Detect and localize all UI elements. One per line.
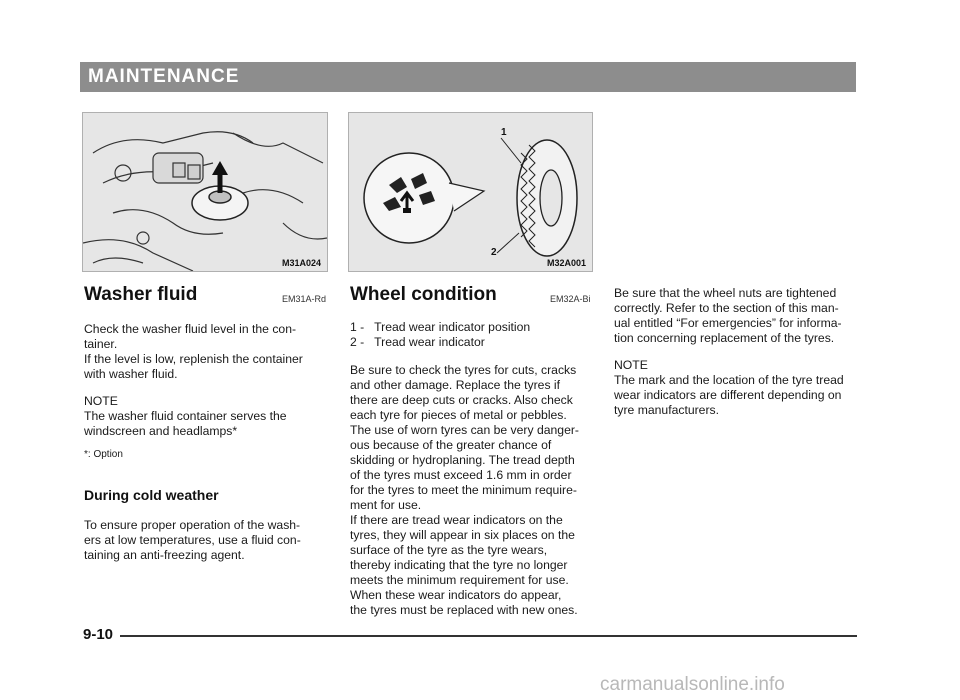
text-line: for the tyres to meet the minimum require-: [350, 483, 577, 497]
engine-bay-drawing: [83, 113, 327, 271]
option-footnote: *: Option: [84, 449, 123, 460]
page-number: 9-10: [83, 626, 114, 643]
section-title: MAINTENANCE: [88, 66, 240, 87]
section-header-bar: [80, 62, 856, 92]
text-line: tion concerning replacement of the tyres.: [614, 331, 835, 345]
cold-weather-body: [84, 518, 329, 563]
tyre-drawing: [349, 113, 592, 271]
text-line: the tyres must be replaced with new ones.: [350, 603, 578, 617]
legend-item-1: 1 - Tread wear indicator position: [350, 320, 531, 334]
text-line: tyre manufacturers.: [614, 403, 719, 417]
text-line: When these wear indicators do appear,: [350, 588, 562, 602]
text-line: windscreen and headlamps*: [84, 424, 238, 438]
text-line: ment for use.: [350, 498, 422, 512]
text-line: ual entitled “For emergencies” for informa-: [614, 316, 842, 330]
text-line: ers at low temperatures, use a fluid con-: [84, 533, 301, 547]
washer-fluid-code: EM31A-Rd: [282, 294, 327, 304]
text-line: correctly. Refer to the section of this man-: [614, 301, 839, 315]
legend-item-2: 2 - Tread wear indicator: [350, 335, 485, 349]
text-line: Check the washer fluid level in the con-: [84, 322, 297, 336]
text-line: ous because of the greater chance of: [350, 438, 552, 452]
text-line: surface of the tyre as the tyre wears,: [350, 543, 548, 557]
watermark: carmanualsonline.info: [600, 674, 785, 695]
text-line: and other damage. Replace the tyres if: [350, 378, 561, 392]
text-line: tyres, they will appear in six places on the: [350, 528, 575, 542]
text-line: The use of worn tyres can be very danger-: [350, 423, 579, 437]
wheel-condition-code: EM32A-Bi: [550, 294, 591, 304]
callout-2: 2: [491, 247, 497, 258]
text-line: with washer fluid.: [84, 367, 178, 381]
wheel-condition-legend: [350, 320, 595, 350]
text-line: The washer fluid container serves the: [84, 409, 287, 423]
text-line: skidding or hydroplaning. The tread depth: [350, 453, 575, 467]
wheel-nuts-body: [614, 286, 859, 418]
text-line: To ensure proper operation of the wash-: [84, 518, 301, 532]
text-line: If the level is low, replenish the container: [84, 352, 303, 366]
text-line: there are deep cuts or cracks. Also check: [350, 393, 573, 407]
text-line: thereby indicating that the tyre no longer: [350, 558, 568, 572]
wheel-condition-heading: Wheel condition: [350, 284, 497, 305]
text-line: The mark and the location of the tyre tread: [614, 373, 844, 387]
wheel-condition-body: [350, 363, 595, 618]
text-line: If there are tread wear indicators on the: [350, 513, 563, 527]
text-line: Be sure to check the tyres for cuts, cracks: [350, 363, 577, 377]
text-line: tainer.: [84, 337, 118, 351]
tyre-wear-indicator-illustration: [348, 112, 593, 272]
figure-code: M31A024: [281, 258, 321, 268]
washer-fluid-heading: Washer fluid: [84, 284, 198, 305]
note-label: NOTE: [614, 358, 648, 372]
figure-code: M32A001: [546, 258, 586, 268]
text-line: each tyre for pieces of metal or pebbles.: [350, 408, 567, 422]
text-line: Be sure that the wheel nuts are tightened: [614, 286, 837, 300]
note-label: NOTE: [84, 394, 118, 408]
text-line: wear indicators are different depending on: [614, 388, 842, 402]
footer-rule: [120, 635, 857, 637]
cold-weather-heading: During cold weather: [84, 487, 219, 503]
text-line: of the tyres must exceed 1.6 mm in order: [350, 468, 572, 482]
washer-fluid-illustration: [82, 112, 328, 272]
callout-1: 1: [501, 127, 507, 138]
text-line: meets the minimum requirement for use.: [350, 573, 569, 587]
text-line: taining an anti-freezing agent.: [84, 548, 245, 562]
washer-fluid-body: [84, 322, 329, 462]
